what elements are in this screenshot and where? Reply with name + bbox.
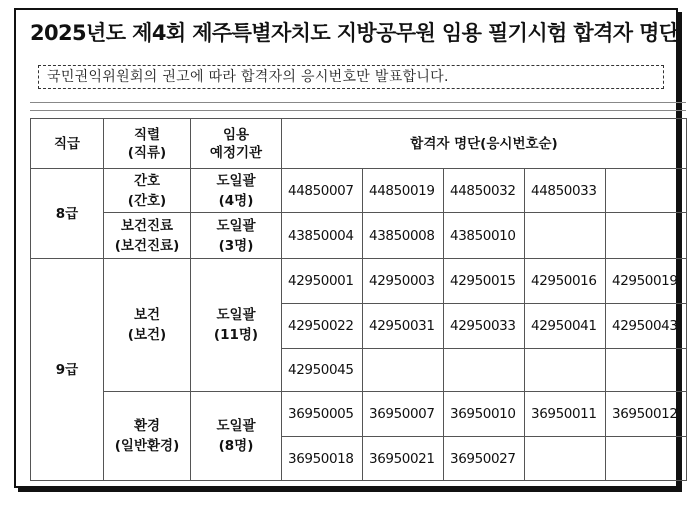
applicant-number: 36950005 — [282, 392, 363, 437]
applicant-number: 36950027 — [444, 437, 525, 481]
applicant-number: 36950018 — [282, 437, 363, 481]
applicant-number — [606, 437, 687, 481]
applicant-number: 43850010 — [444, 213, 525, 259]
table-row — [31, 213, 687, 259]
agency-cell: 도일괄 (8명) — [191, 392, 282, 481]
agency-cell: 도일괄 (11명) — [191, 259, 282, 392]
divider — [30, 102, 686, 103]
applicant-number: 42950019 — [606, 259, 687, 304]
applicant-number: 42950031 — [363, 304, 444, 349]
applicant-number: 36950021 — [363, 437, 444, 481]
applicant-number: 44850033 — [525, 169, 606, 213]
applicant-number — [444, 349, 525, 392]
applicant-number: 36950011 — [525, 392, 606, 437]
applicant-number: 36950010 — [444, 392, 525, 437]
document-frame — [14, 8, 678, 488]
applicant-number: 36950012 — [606, 392, 687, 437]
applicant-number — [525, 349, 606, 392]
results-table — [30, 118, 687, 481]
grade-cell: 8급 — [31, 169, 104, 259]
table-header-row — [31, 119, 687, 169]
grade-cell: 9급 — [31, 259, 104, 481]
applicant-number: 42950003 — [363, 259, 444, 304]
applicant-number: 43850004 — [282, 213, 363, 259]
applicant-number: 42950016 — [525, 259, 606, 304]
notice-box: 국민권익위원회의 권고에 따라 합격자의 응시번호만 발표합니다. — [38, 65, 664, 89]
applicant-number — [606, 349, 687, 392]
applicant-number: 42950001 — [282, 259, 363, 304]
series-cell: 간호 (간호) — [104, 169, 191, 213]
applicant-number: 42950033 — [444, 304, 525, 349]
series-cell: 보건진료 (보건진료) — [104, 213, 191, 259]
applicant-number: 42950022 — [282, 304, 363, 349]
page-title: 2025년도 제4회 제주특별자치도 지방공무원 임용 필기시험 합격자 명단 — [30, 21, 679, 45]
applicant-number — [606, 213, 687, 259]
table-row — [31, 392, 687, 437]
series-cell: 보건 (보건) — [104, 259, 191, 392]
table-row — [31, 259, 687, 304]
applicant-number — [606, 169, 687, 213]
series-cell: 환경 (일반환경) — [104, 392, 191, 481]
applicant-number: 42950043 — [606, 304, 687, 349]
applicant-number: 44850019 — [363, 169, 444, 213]
applicant-number: 44850007 — [282, 169, 363, 213]
table-row — [31, 169, 687, 213]
header-agency: 임용 예정기관 — [191, 119, 282, 169]
applicant-number: 36950007 — [363, 392, 444, 437]
header-job-series: 직렬 (직류) — [104, 119, 191, 169]
applicant-number — [363, 349, 444, 392]
applicant-number — [525, 213, 606, 259]
header-applicant-numbers: 합격자 명단(응시번호순) — [282, 119, 687, 169]
applicant-number — [525, 437, 606, 481]
applicant-number: 44850032 — [444, 169, 525, 213]
applicant-number: 42950045 — [282, 349, 363, 392]
applicant-number: 42950015 — [444, 259, 525, 304]
divider — [30, 110, 686, 111]
applicant-number: 43850008 — [363, 213, 444, 259]
agency-cell: 도일괄 (3명) — [191, 213, 282, 259]
agency-cell: 도일괄 (4명) — [191, 169, 282, 213]
header-grade: 직급 — [31, 119, 104, 169]
applicant-number: 42950041 — [525, 304, 606, 349]
